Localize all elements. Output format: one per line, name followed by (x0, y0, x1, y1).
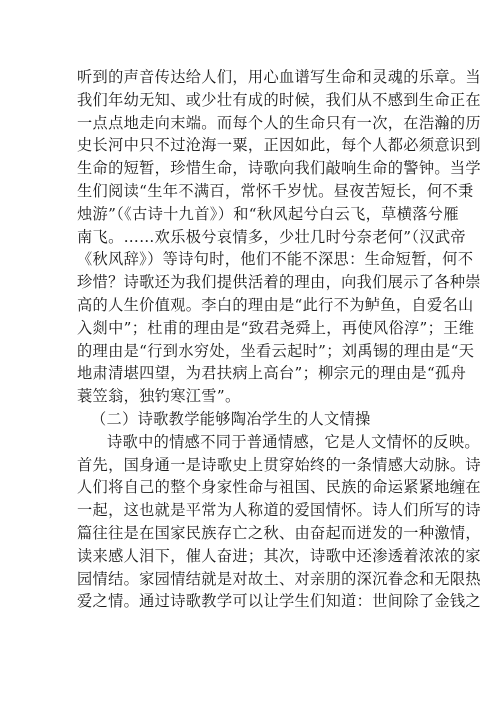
text-line: 高的人生价值观。李白的理由是“此行不为鲈鱼，自爱名山 (77, 295, 474, 314)
text-line: 一起，这也就是平常为人称道的爱国情怀。诗人们所写的诗 (77, 501, 481, 520)
text-line: 爱之情。通过诗歌教学可以让学生们知道：世间除了金钱之 (77, 592, 481, 611)
text-line: 烛游”（《古诗十九首》）和“秋风起兮白云飞，草横落兮雁 (77, 204, 459, 223)
text-line: 园情结。家园情结就是对故土、对亲朋的深沉眷念和无限热 (77, 569, 481, 588)
text-line: 我们年幼无知、或少壮有成的时候，我们从不感到生命正在 (77, 90, 481, 109)
text-line: 史长河中只不过沧海一粟，正因如此，每个人都必须意识到 (77, 136, 481, 155)
text-line: 南飞。……欢乐极兮哀情多，少壮几时兮奈老何”（汉武帝 (77, 227, 466, 246)
text-line: 生命的短暂，珍惜生命，诗歌向我们敲响生命的警钟。当学 (77, 159, 481, 178)
text-line: 生们阅读“生年不满百，常怀千岁忧。昼夜苦短长，何不秉 (77, 181, 474, 200)
text-line: 蓑笠翁，独钓寒江雪”。 (77, 387, 241, 406)
section-heading: （二）诗歌教学能够陶冶学生的人文情操 (91, 409, 371, 428)
text-line: 一点点地走向末端。而每个人的生命只有一次，在浩瀚的历 (77, 113, 481, 132)
text-line: 人们将自己的整个身家性命与祖国、民族的命运紧紧地缠在 (77, 478, 481, 497)
text-line: 《秋风辞》）等诗句时，他们不能不深思：生命短暂，何不 (77, 250, 474, 269)
text-line: 听到的声音传达给人们，用心血谱写生命和灵魂的乐章。当 (77, 68, 481, 86)
text-line: 珍惜？诗歌还为我们提供活着的理由，向我们展示了各种崇 (77, 273, 481, 292)
text-line: 入剡中”；杜甫的理由是“致君尧舜上，再使风俗淳”；王维 (77, 318, 475, 337)
text-line: 诗歌中的情感不同于普通情感，它是人文情怀的反映。 (107, 432, 480, 451)
text-line: 读来感人泪下，催人奋进；其次，诗歌中还渗透着浓浓的家 (77, 546, 481, 565)
text-line: 的理由是“行到水穷处，坐看云起时”；刘禹锡的理由是“天 (77, 341, 475, 360)
text-line: 首先，国身通一是诗歌史上贯穿始终的一条情感大动脉。诗 (77, 455, 481, 474)
text-line: 篇往往是在国家民族存亡之秋、由奋起而迸发的一种激情， (77, 523, 481, 542)
text-line: 地肃清堪四望，为君扶病上高台”；柳宗元的理由是“孤舟 (77, 364, 467, 383)
